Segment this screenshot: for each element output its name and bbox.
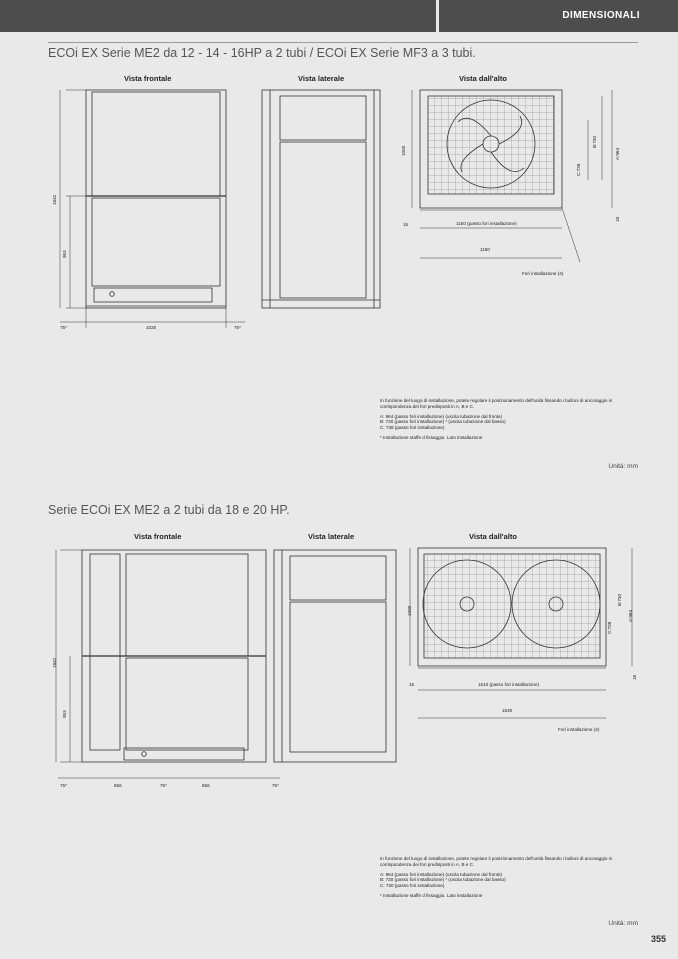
s1-note-c: C: 738 (passo fori installazione) bbox=[380, 425, 445, 431]
s1-dim-b: B:730 bbox=[592, 135, 597, 148]
s1-side-view-drawing bbox=[262, 90, 380, 308]
s1-dim-height-total: 1842 bbox=[52, 194, 57, 205]
s2-note-a: A: 964 (passo fori installazione) (uscita tubazione dal fronte) bbox=[380, 871, 503, 877]
s1-note-b: B: 730 (passo fori installazione) * (uscita tubazione dal basso) bbox=[380, 419, 506, 425]
s1-dim-install-pitch: 1150 (passo fori installazione) bbox=[456, 221, 517, 226]
s2-dim-o2: 75* bbox=[160, 783, 167, 788]
s1-dim-holes: Fori installazione (4) bbox=[522, 271, 564, 276]
s2-dim-w1: 656 bbox=[114, 783, 122, 788]
s2-side-view-title: Vista laterale bbox=[308, 532, 355, 541]
s1-note-a: A: 964 (passo fori installazione) (uscita tubazione dal fronte) bbox=[380, 413, 503, 419]
s2-top-view-title: Vista dall'alto bbox=[469, 532, 517, 541]
section1-title: ECOi EX Serie ME2 da 12 - 14 - 16HP a 2 tubi / ECOi EX Serie MF3 a 3 tubi. bbox=[48, 46, 476, 60]
s2-note-star: * Installazione staffe d fissaggio. Lato installazione bbox=[380, 892, 483, 898]
s1-dim-a: A:964 bbox=[615, 147, 620, 160]
s2-dim-b: B:730 bbox=[617, 593, 622, 606]
s1-note-star: * Installazione staffe d fissaggio. Lato installazione bbox=[380, 434, 483, 440]
s1-dim-height-lower: 953 bbox=[62, 250, 67, 258]
s2-dim-depth: 1000 bbox=[407, 605, 412, 616]
s2-side-view-drawing bbox=[274, 550, 396, 762]
s2-front-view-drawing bbox=[56, 550, 280, 778]
s1-top-view-title: Vista dall'alto bbox=[459, 74, 507, 83]
s2-dim-install-pitch: 1510 (passo fori installazione) bbox=[478, 682, 540, 687]
s1-side-view-title: Vista laterale bbox=[298, 74, 345, 83]
s1-front-view-title: Vista frontale bbox=[124, 74, 172, 83]
s1-notes bbox=[380, 398, 630, 441]
s1-dim-side-offset: 15 bbox=[403, 222, 409, 227]
s2-dim-side-offset: 15 bbox=[409, 682, 415, 687]
s2-notes bbox=[380, 856, 630, 899]
section2-title: Serie ECOi EX ME2 a 2 tubi da 18 e 20 HP. bbox=[48, 503, 290, 517]
s2-dim-holes: Fori installazione (4) bbox=[558, 727, 600, 732]
page-number: 355 bbox=[650, 934, 666, 944]
s2-top-view-drawing bbox=[410, 548, 632, 718]
s1-dim-depth: 1000 bbox=[401, 145, 406, 156]
s1-unit: Unità: mm bbox=[608, 463, 638, 470]
s2-note-intro: In funzione del luogo di installazione, potete regolare il posizionamento dell'unità fissando i bulloni di ancoraggio in corrispondenza dei fori predisposti in A, B e C. bbox=[380, 856, 613, 867]
s1-dim-width-top: 1180 bbox=[480, 247, 490, 252]
s2-front-view-title: Vista frontale bbox=[134, 532, 182, 541]
s2-dim-height-total: 1842 bbox=[52, 657, 57, 668]
s1-front-view-drawing bbox=[60, 90, 245, 328]
s2-dim-o3: 75* bbox=[272, 783, 279, 788]
s1-dim-c: C:738 bbox=[576, 163, 581, 176]
s2-dim-a: A:964 bbox=[628, 609, 633, 622]
s2-note-b: B: 730 (passo fori installazione) * (uscita tubazione dal basso) bbox=[380, 877, 506, 883]
section-label: DIMENSIONALI bbox=[562, 10, 640, 21]
s1-top-view-drawing bbox=[412, 90, 612, 262]
s2-dim-w2: 656 bbox=[202, 783, 210, 788]
s2-note-c: C: 730 (passo fori installazione) bbox=[380, 883, 445, 889]
s1-dim-r: 18 bbox=[615, 216, 620, 222]
s2-dim-width-top: 1540 bbox=[502, 708, 513, 713]
s2-unit: Unità: mm bbox=[608, 920, 638, 927]
s1-dim-width: 1020 bbox=[146, 325, 157, 330]
s1-dim-right-offset: 75* bbox=[234, 325, 241, 330]
s2-dim-height-lower: 953 bbox=[62, 710, 67, 718]
s1-dim-left-offset: 75* bbox=[60, 325, 67, 330]
s2-dim-r: 18 bbox=[632, 674, 637, 680]
s2-dim-o1: 75* bbox=[60, 783, 67, 788]
s1-note-intro: In funzione del luogo di installazione, potete regolare il posizionamento dell'unità fissando i bulloni di ancoraggio in corrispondenza dei fori predisposti in A, B e C. bbox=[380, 398, 613, 409]
s2-dim-c: C:738 bbox=[607, 621, 612, 634]
